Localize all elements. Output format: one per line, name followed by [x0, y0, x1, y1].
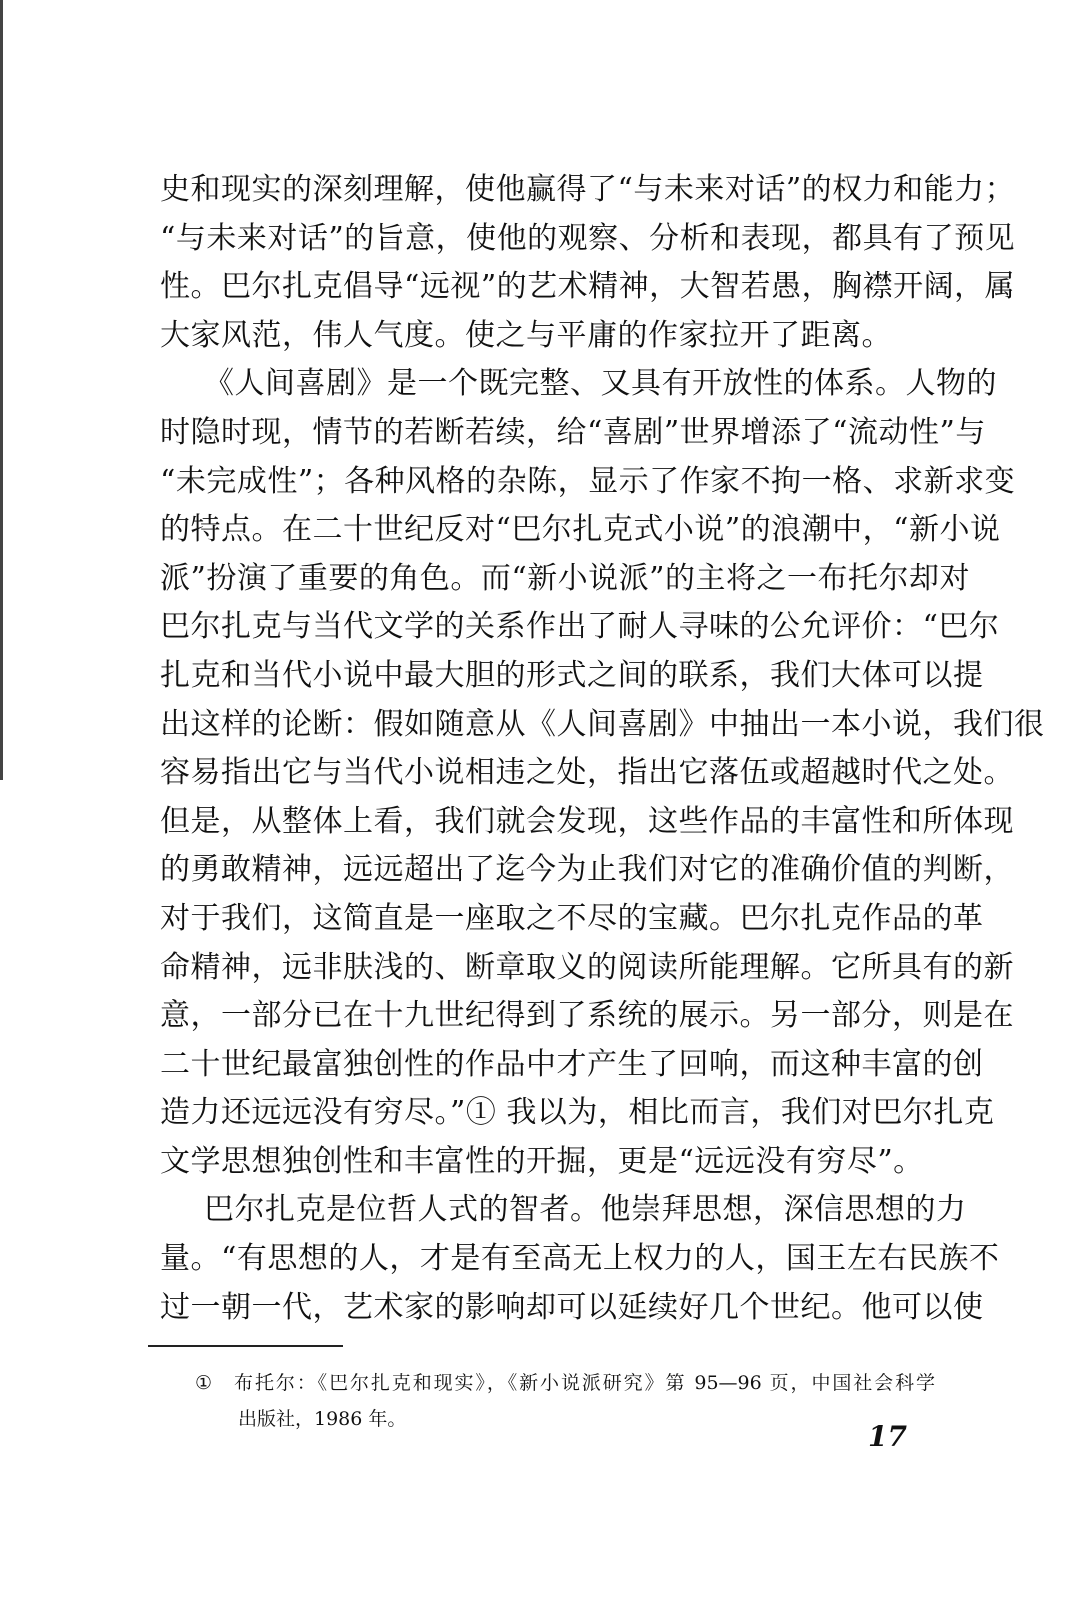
footnote-marker: ① [195, 1372, 213, 1394]
text-line: 《人间喜剧》是一个既完整、又具有开放性的体系。人物的 [204, 366, 997, 402]
text-line: 时隐时现，情节的若断若续，给“喜剧”世界增添了“流动性”与 [160, 414, 986, 450]
text-line: 大家风范，伟人气度。使之与平庸的作家拉开了距离。 [160, 317, 892, 353]
text-line: 的特点。在二十世纪反对“巴尔扎克式小说”的浪潮中，“新小说 [160, 512, 1001, 548]
text-line: 扎克和当代小说中最大胆的形式之间的联系，我们大体可以提 [160, 657, 984, 693]
scan-edge-shadow [0, 0, 3, 780]
text-line: 文学思想独创性和丰富性的开掘，更是“远远没有穷尽”。 [160, 1143, 924, 1179]
text-line: 巴尔扎克是位哲人式的智者。他崇拜思想，深信思想的力 [204, 1192, 967, 1228]
footnote-line-1 [195, 1365, 935, 1401]
footnote-separator [148, 1345, 343, 1347]
text-line: 但是，从整体上看，我们就会发现，这些作品的丰富性和所体现 [160, 803, 1014, 839]
text-line: 性。巴尔扎克倡导“远视”的艺术精神，大智若愚，胸襟开阔，属 [160, 269, 1016, 305]
text-line: 巴尔扎克与当代文学的关系作出了耐人寻味的公允评价：“巴尔 [160, 609, 1000, 645]
text-line: “与未来对话”的旨意，使他的观察、分析和表现，都具有了预见 [160, 220, 1016, 256]
text-line: 意，一部分已在十九世纪得到了系统的展示。另一部分，则是在 [160, 998, 1014, 1034]
text-line: 过一朝一代，艺术家的影响却可以延续好几个世纪。他可以使 [160, 1289, 984, 1325]
text-line: 派”扮演了重要的角色。而“新小说派”的主将之一布托尔却对 [160, 560, 971, 596]
text-line: “未完成性”；各种风格的杂陈，显示了作家不拘一格、求新求变 [160, 463, 1016, 499]
text-line: 的勇敢精神，远远超出了迄今为止我们对它的准确价值的判断， [160, 852, 1014, 888]
body-text [160, 166, 1045, 1332]
text-line: 对于我们，这简直是一座取之不尽的宝藏。巴尔扎克作品的革 [160, 900, 984, 936]
footnote [195, 1365, 935, 1437]
text-line: 容易指出它与当代小说相违之处，指出它落伍或超越时代之处。 [160, 755, 1014, 791]
text-line: 造力还远远没有穷尽。”① 我以为，相比而言，我们对巴尔扎克 [160, 1095, 995, 1131]
text-line: 量。“有思想的人，才是有至高无上权力的人，国王左右民族不 [160, 1241, 1000, 1277]
page-number: 17 [868, 1420, 907, 1453]
footnote-citation: 布托尔：《巴尔扎克和现实》，《新小说派研究》第 95—96 页，中国社会科学 [234, 1372, 935, 1394]
text-line: 史和现实的深刻理解，使他赢得了“与未来对话”的权力和能力； [160, 172, 1016, 207]
footnote-line-2: 出版社，1986 年。 [238, 1408, 407, 1430]
text-line: 出这样的论断：假如随意从《人间喜剧》中抽出一本小说，我们很 [160, 706, 1045, 742]
text-line: 命精神，远非肤浅的、断章取义的阅读所能理解。它所具有的新 [160, 949, 1014, 985]
text-line: 二十世纪最富独创性的作品中才产生了回响，而这种丰富的创 [160, 1046, 984, 1082]
